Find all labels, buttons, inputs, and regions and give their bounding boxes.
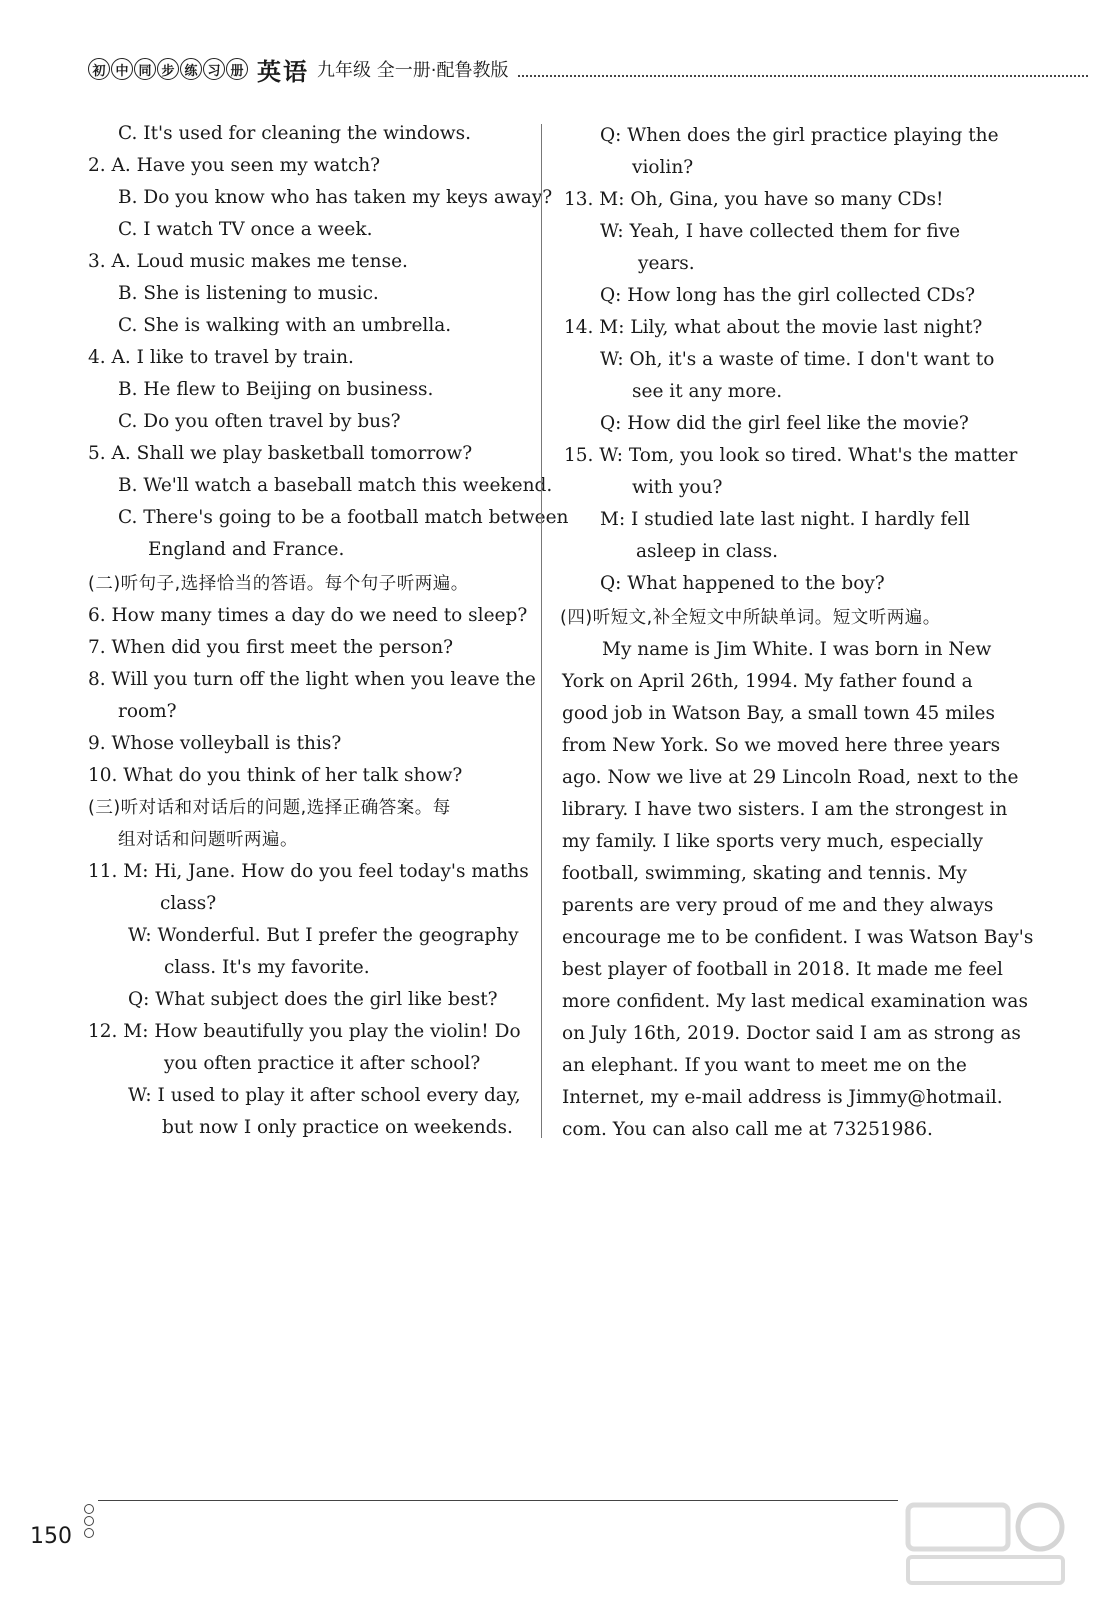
text-line: see it any more.: [632, 381, 783, 402]
passage-line: good job in Watson Bay, a small town 45 miles: [562, 703, 995, 724]
text-line: 11. M: Hi, Jane. How do you feel today's maths: [88, 861, 529, 882]
passage-line: library. I have two sisters. I am the strongest in: [562, 799, 1008, 820]
footer-chain-ornament: [84, 1504, 94, 1538]
ring-icon: [84, 1516, 94, 1526]
section-heading: (三)听对话和对话后的问题,选择正确答案。每: [88, 798, 451, 818]
section-heading: 组对话和问题听两遍。: [118, 830, 298, 850]
passage-line: my family. I like sports very much, especially: [562, 831, 983, 852]
section-heading: (二)听句子,选择恰当的答语。每个句子听两遍。: [88, 574, 469, 594]
text-line: years.: [638, 253, 695, 274]
subject-title: 英语: [257, 57, 309, 86]
text-line: C. There's going to be a football match between: [118, 507, 569, 528]
text-line: Q: When does the girl practice playing the: [600, 125, 999, 146]
text-line: you often practice it after school?: [164, 1053, 481, 1074]
text-line: room?: [118, 701, 177, 722]
text-line: C. I watch TV once a week.: [118, 219, 373, 240]
text-line: Q: How did the girl feel like the movie?: [600, 413, 969, 434]
text-line: W: Oh, it's a waste of time. I don't want to: [600, 349, 995, 370]
text-line: 3. A. Loud music makes me tense.: [88, 251, 408, 272]
text-line: W: Yeah, I have collected them for five: [600, 221, 961, 242]
passage-line: encourage me to be confident. I was Watson Bay's: [562, 927, 1034, 948]
text-line: 6. How many times a day do we need to sleep?: [88, 605, 528, 626]
series-char: 册: [226, 58, 248, 80]
passage-line: best player of football in 2018. It made me feel: [562, 959, 1003, 980]
text-line: 13. M: Oh, Gina, you have so many CDs!: [564, 189, 944, 210]
text-line: 15. W: Tom, you look so tired. What's the matter: [564, 445, 1018, 466]
page-number: 150: [30, 1524, 72, 1549]
series-char: 步: [157, 58, 179, 80]
passage-line: York on April 26th, 1994. My father found a: [562, 671, 973, 692]
text-line: 2. A. Have you seen my watch?: [88, 155, 381, 176]
passage-line: Internet, my e-mail address is Jimmy@hotmail.: [562, 1087, 1003, 1108]
text-line: W: Wonderful. But I prefer the geography: [128, 925, 519, 946]
text-line: 12. M: How beautifully you play the violin! Do: [88, 1021, 521, 1042]
text-line: Q: How long has the girl collected CDs?: [600, 285, 976, 306]
series-char: 练: [180, 58, 202, 80]
text-line: with you?: [632, 477, 723, 498]
text-line: England and France.: [148, 539, 345, 560]
series-char: 初: [88, 58, 110, 80]
text-line: W: I used to play it after school every day,: [128, 1085, 521, 1106]
column-divider: [541, 124, 542, 1138]
text-line: C. She is walking with an umbrella.: [118, 315, 452, 336]
passage-line: on July 16th, 2019. Doctor said I am as strong as: [562, 1023, 1021, 1044]
text-line: B. Do you know who has taken my keys away?: [118, 187, 553, 208]
passage-line: parents are very proud of me and they always: [562, 895, 994, 916]
series-char: 习: [203, 58, 225, 80]
text-line: M: I studied late last night. I hardly fell: [600, 509, 970, 530]
passage-line: football, swimming, skating and tennis. My: [562, 863, 967, 884]
passage-line: com. You can also call me at 73251986.: [562, 1119, 933, 1140]
text-line: B. She is listening to music.: [118, 283, 379, 304]
text-line: 4. A. I like to travel by train.: [88, 347, 354, 368]
text-line: but now I only practice on weekends.: [162, 1117, 513, 1138]
ring-icon: [84, 1504, 94, 1514]
text-line: 8. Will you turn off the light when you leave the: [88, 669, 536, 690]
text-line: 5. A. Shall we play basketball tomorrow?: [88, 443, 473, 464]
header-dotted-rule: [518, 61, 1088, 77]
watermark-logo-icon: [900, 1495, 1070, 1590]
text-line: B. He flew to Beijing on business.: [118, 379, 434, 400]
running-header: [88, 54, 1088, 84]
section-heading: (四)听短文,补全短文中所缺单词。短文听两遍。: [560, 608, 941, 628]
text-line: 7. When did you first meet the person?: [88, 637, 454, 658]
text-line: C. Do you often travel by bus?: [118, 411, 401, 432]
text-line: violin?: [632, 157, 694, 178]
passage-line: from New York. So we moved here three years: [562, 735, 1001, 756]
text-line: asleep in class.: [636, 541, 778, 562]
text-line: Q: What happened to the boy?: [600, 573, 885, 594]
text-line: class?: [160, 893, 217, 914]
text-line: B. We'll watch a baseball match this weekend.: [118, 475, 553, 496]
passage-line: an elephant. If you want to meet me on the: [562, 1055, 967, 1076]
text-line: class. It's my favorite.: [164, 957, 370, 978]
passage-line: My name is Jim White. I was born in New: [602, 639, 992, 660]
text-line: C. It's used for cleaning the windows.: [118, 123, 472, 144]
series-char: 同: [134, 58, 156, 80]
text-line: 9. Whose volleyball is this?: [88, 733, 342, 754]
passage-line: more confident. My last medical examination was: [562, 991, 1028, 1012]
series-logo: [88, 58, 249, 80]
edition-label: 九年级 全一册·配鲁教版: [317, 60, 509, 81]
series-char: 中: [111, 58, 133, 80]
text-line: 14. M: Lily, what about the movie last night?: [564, 317, 983, 338]
text-line: Q: What subject does the girl like best?: [128, 989, 498, 1010]
text-line: 10. What do you think of her talk show?: [88, 765, 463, 786]
ring-icon: [84, 1528, 94, 1538]
passage-line: ago. Now we live at 29 Lincoln Road, next to the: [562, 767, 1019, 788]
footer-rule: [98, 1500, 898, 1501]
